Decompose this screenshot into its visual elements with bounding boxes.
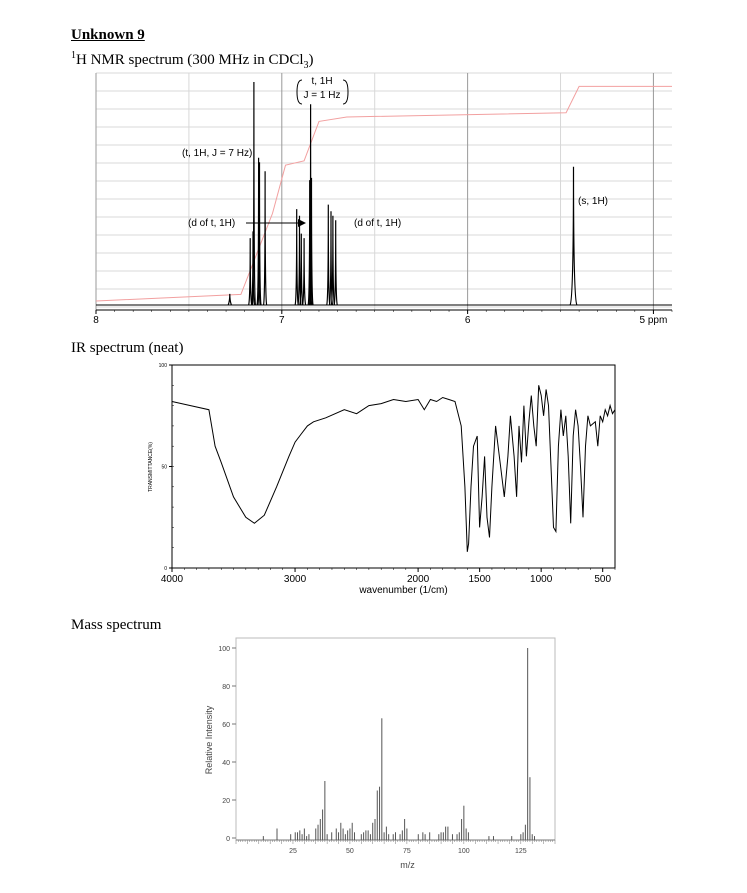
nmr-heading-text: H NMR spectrum (300 MHz in CDCl [76, 52, 304, 68]
ms-x-tick-label: 50 [346, 848, 354, 855]
ms-y-tick-label: 20 [222, 798, 230, 805]
nmr-arrow-head [298, 219, 306, 227]
page-title: Unknown 9 [71, 27, 145, 43]
nmr-x-tick-label: 7 [279, 315, 285, 326]
nmr-x-tick-label: 6 [464, 315, 471, 326]
nmr-heading-end: ) [308, 52, 314, 68]
ms-y-tick-label: 40 [222, 760, 230, 767]
ir-heading: IR spectrum (neat) [71, 340, 184, 356]
nmr-peak [249, 238, 252, 305]
nmr-heading-sub: 3 [303, 60, 309, 71]
nmr-peak [303, 238, 306, 305]
ms-y-tick-label: 0 [226, 836, 230, 843]
ms-x-tick-label: 100 [458, 848, 470, 855]
ms-y-tick-label: 80 [222, 684, 230, 691]
ir-x-tick-label: 500 [594, 574, 612, 585]
nmr-annotation-dt2: (d of t, 1H) [354, 218, 402, 229]
ir-y-axis-label: TRANSMITTANCE(%) [148, 442, 154, 492]
ir-x-axis-label: wavenumber (1/cm) [359, 585, 448, 596]
ir-x-tick-label: 2000 [406, 574, 430, 585]
ir-plot-frame [172, 365, 615, 568]
ir-y-tick-label: 50 [161, 464, 167, 471]
nmr-annotation-dt1: (d of t, 1H) [188, 218, 236, 229]
nmr-peak [228, 294, 231, 305]
ir-x-tick-label: 1500 [468, 574, 491, 585]
ms-y-axis-label: Relative Intensity [204, 705, 214, 775]
ms-y-tick-label: 60 [222, 722, 230, 729]
nmr-bracket-right [343, 80, 348, 104]
nmr-x-tick-label: 5 ppm [639, 315, 668, 326]
ir-spectrum-line [172, 385, 615, 552]
nmr-peak [334, 220, 337, 305]
nmr-peak [327, 205, 330, 305]
ms-x-tick-label: 125 [514, 848, 527, 855]
nmr-integration-curve [96, 86, 672, 301]
nmr-peak [252, 82, 255, 305]
ir-x-tick-label: 1000 [530, 574, 553, 585]
nmr-bracket-left [297, 80, 302, 104]
ir-x-tick-label: 3000 [283, 574, 307, 585]
ms-x-tick-label: 25 [289, 848, 297, 855]
nmr-annotation-j: J = 1 Hz [303, 90, 341, 101]
ms-y-tick-label: 100 [218, 646, 230, 653]
nmr-annotation-s1: (s, 1H) [578, 196, 608, 207]
ms-x-axis-label: m/z [400, 860, 415, 870]
ir-y-tick-label: 0 [164, 566, 167, 572]
ms-heading: Mass spectrum [71, 617, 162, 633]
ms-plot-frame [236, 638, 555, 840]
nmr-peak [331, 216, 334, 305]
ms-x-tick-label: 75 [402, 848, 411, 855]
nmr-heading-sup: 1 [71, 50, 76, 61]
ir-y-tick-label: 100 [158, 363, 167, 369]
ir-x-tick-label: 4000 [160, 574, 184, 585]
nmr-peak [264, 171, 267, 305]
nmr-peak [570, 167, 577, 305]
nmr-x-tick-label: 8 [93, 315, 99, 326]
nmr-annotation-t1h: t, 1H [311, 76, 333, 87]
nmr-annotation-t7: (t, 1H, J = 7 Hz) [182, 148, 253, 159]
